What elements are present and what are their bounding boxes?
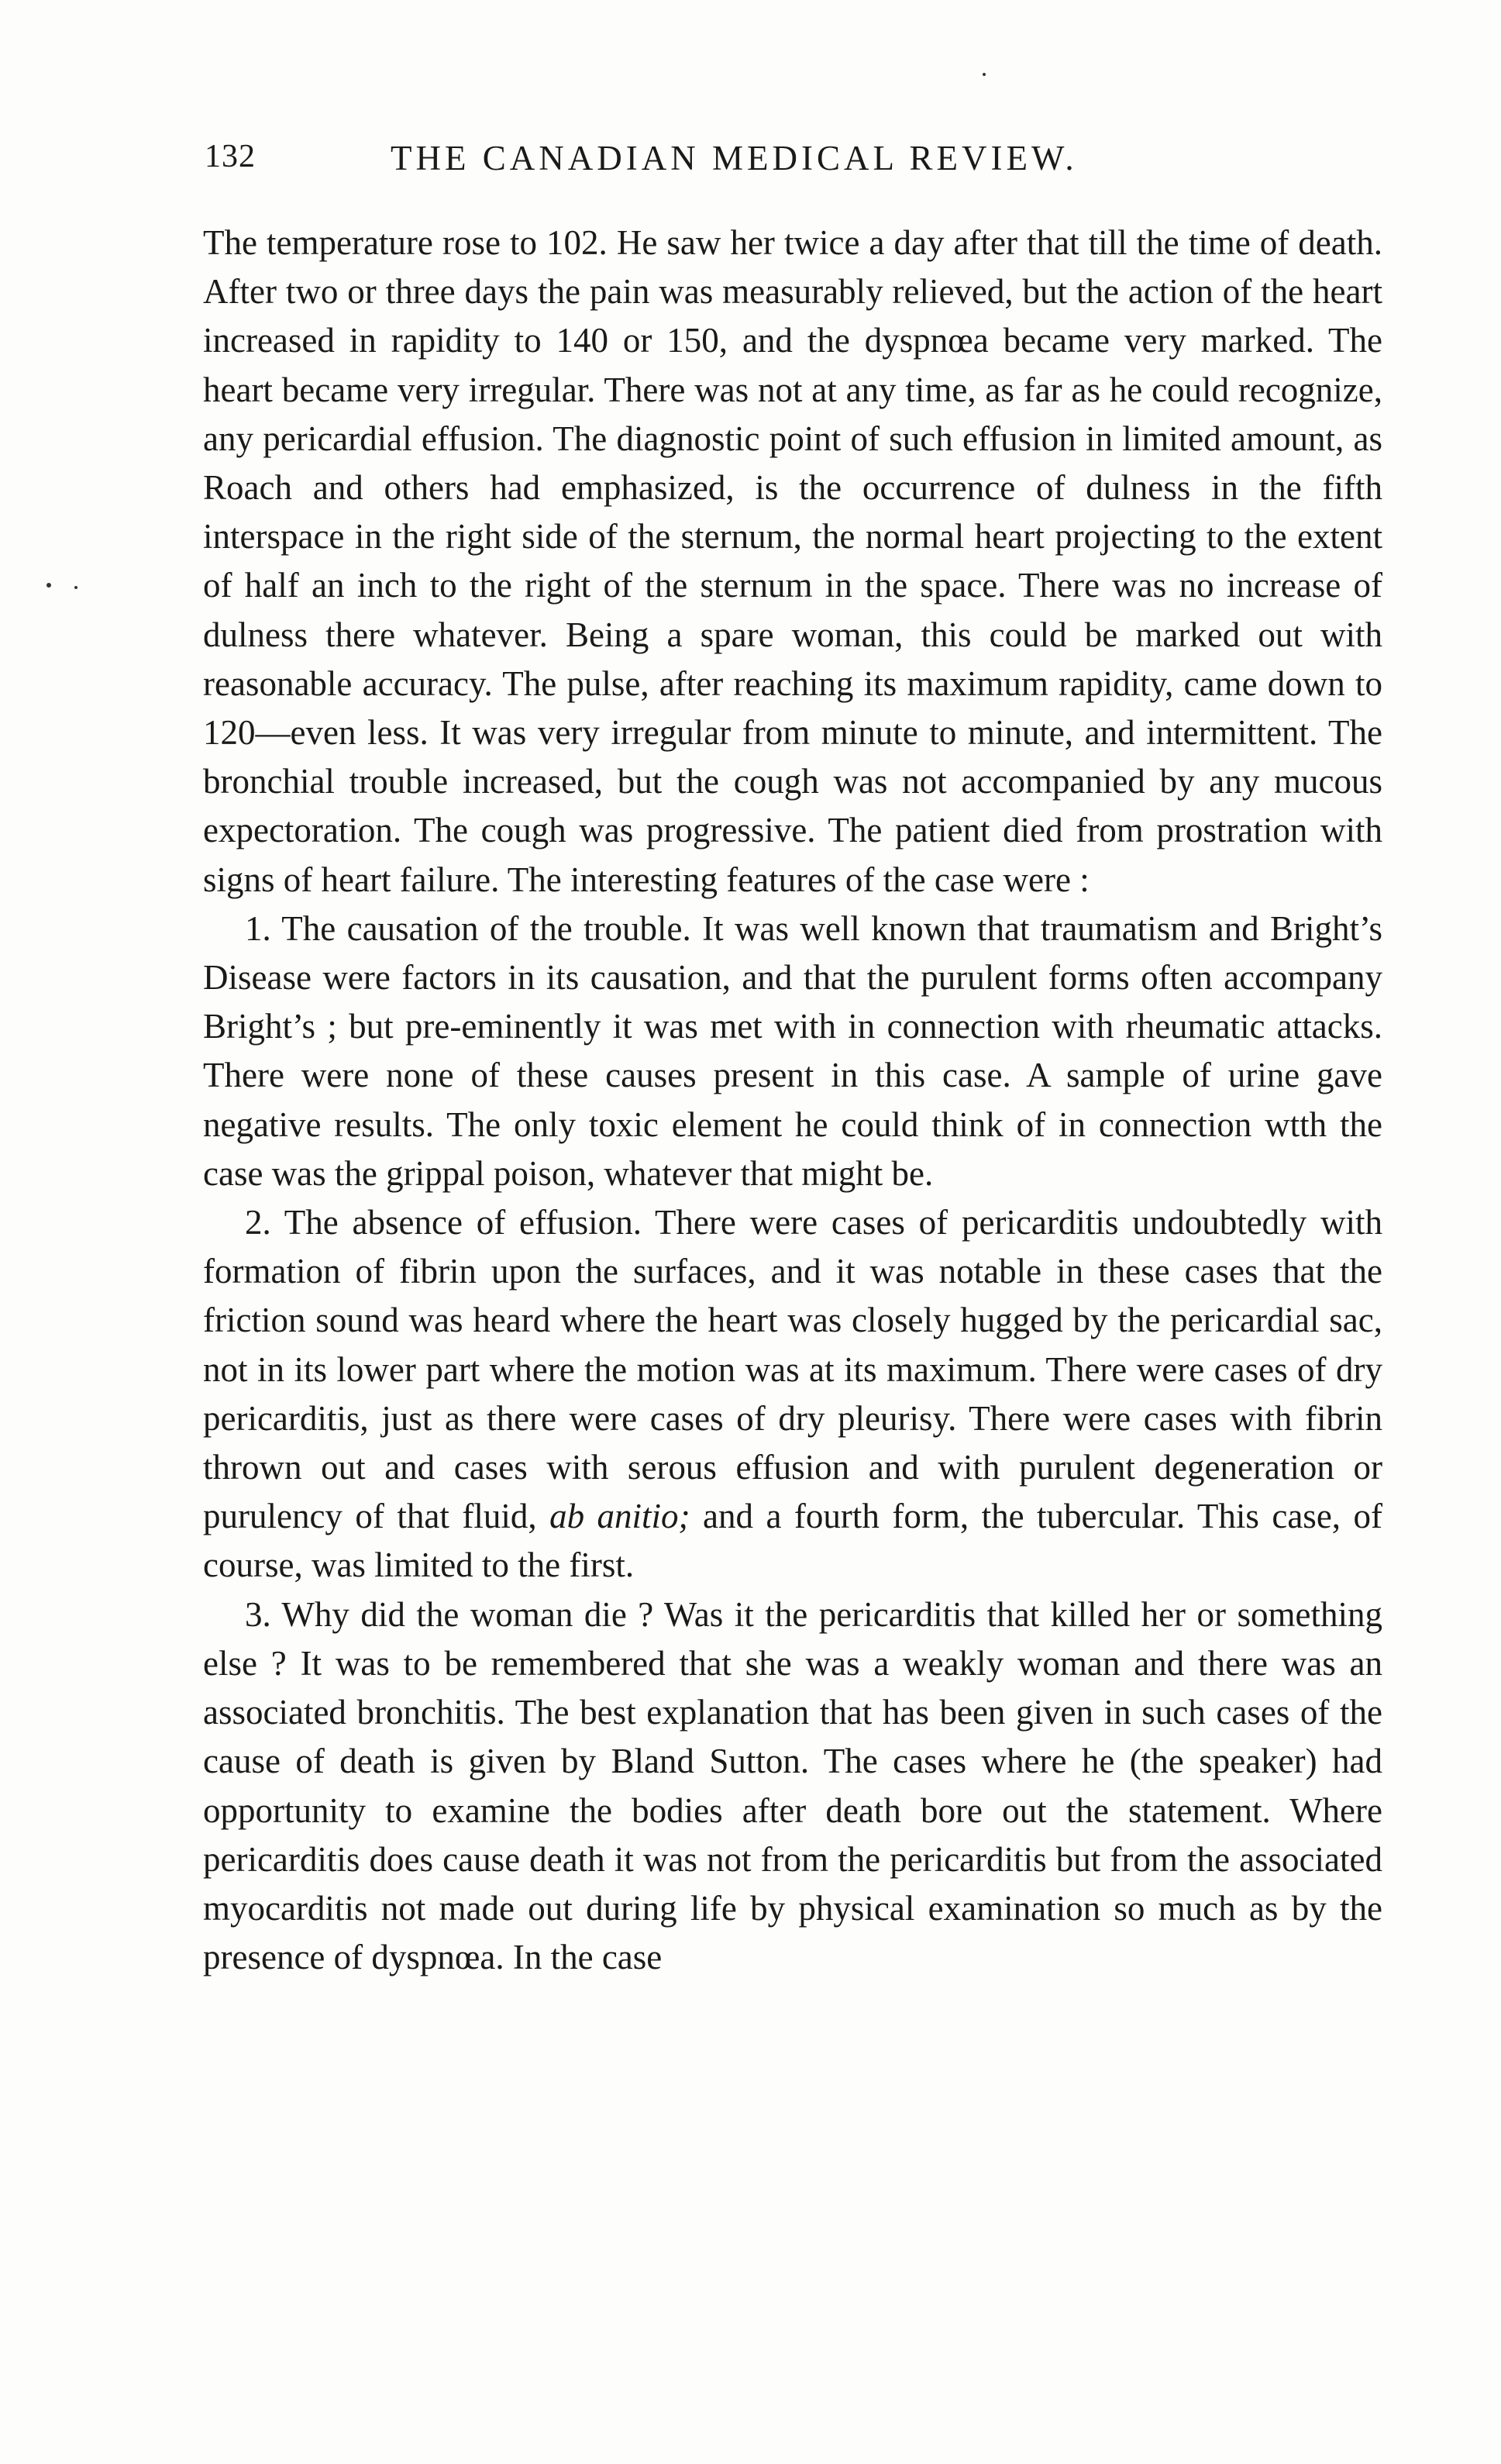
- paragraph-absence-of-effusion: [203, 1198, 1382, 1590]
- page-number: 132: [205, 139, 256, 174]
- margin-speck: [46, 583, 51, 588]
- paragraph-why-did-she-die: [203, 1590, 1382, 1983]
- running-title: THE CANADIAN MEDICAL REVIEW.: [391, 139, 1078, 177]
- margin-speck: [74, 586, 77, 589]
- page-header: [205, 138, 1382, 184]
- margin-speck: [983, 73, 986, 76]
- body-text: [203, 219, 1382, 1982]
- paragraph-absence-tail: and a fourth form, the tubercular. This case, of course, was limited to the first.: [203, 1497, 1383, 1585]
- paragraph-causation-text: 1. The causation of the trouble. It was well known that traumatism and Bright’s Disease were factors in its causation, and that the purulent forms often accompany Bright’s ; but pre-eminently it was met with in connection with rheumatic attacks. There were none of these causes present in this case. A sample of urine gave negative results. The only toxic element he could think of in connection wtth the case was the grippal poison, whatever that might be.: [203, 908, 1382, 1193]
- paragraph-case-continuation: The temperature rose to 102. He saw her twice a day after that till the time of death. After two or three days the pain was measurably relieved, but the action of the heart increased in rapidity to 140 or 150, and the dyspnœa became very marked. The heart became very irregular. There was not at any time, as far as he could recognize, any pericardial effusion. The diagnostic point of such effusion in limited amount, as Roach and others had emphasized, is the occurrence of dulness in the fifth interspace in the right side of the sternum, the normal heart projecting to the extent of half an inch to the right of the sternum in the space. There was no increase of dulness there whatever. Being a spare woman, this could be marked out with reasonable accuracy. The pulse, after reaching its maximum rapidity, came down to 120—even less. It was very irregular from minute to minute, and intermittent. The bronchial trouble increased, but the cough was not accompanied by any mucous expectoration. The cough was progressive. The patient died from prostration with signs of heart failure. The interesting features of the case were :: [203, 223, 1382, 899]
- paragraph-why-text: 3. Why did the woman die ? Was it the pericarditis that killed her or something else ? It was to be remembered that she was a weakly woman and there was an associated bronchitis. The best explanation that has been given in such cases of the cause of death is given by Bland Sutton. The cases where he (the speaker) had opportunity to examine the bodies after death bore out the statement. Where pericarditis does cause death it was not from the pericarditis but from the associated myocarditis not made out during life by physical examination so much as by the presence of dyspnœa. In the case: [203, 1594, 1382, 1977]
- paragraph-absence-text: 2. The absence of effusion. There were cases of pericarditis undoubtedly with formation of fibrin upon the surfaces, and it was notable in these cases that the friction sound was heard where the heart was closely hugged by the pericardial sac, not in its lower part where the motion was at its maximum. There were cases of dry pericarditis, just as there were cases of dry pleurisy. There were cases with fibrin thrown out and cases with serous effusion and with purulent degeneration or purulency of that fluid,: [203, 1203, 1382, 1536]
- paragraph-causation: [203, 905, 1382, 1198]
- latin-phrase: ab anitio;: [549, 1497, 690, 1536]
